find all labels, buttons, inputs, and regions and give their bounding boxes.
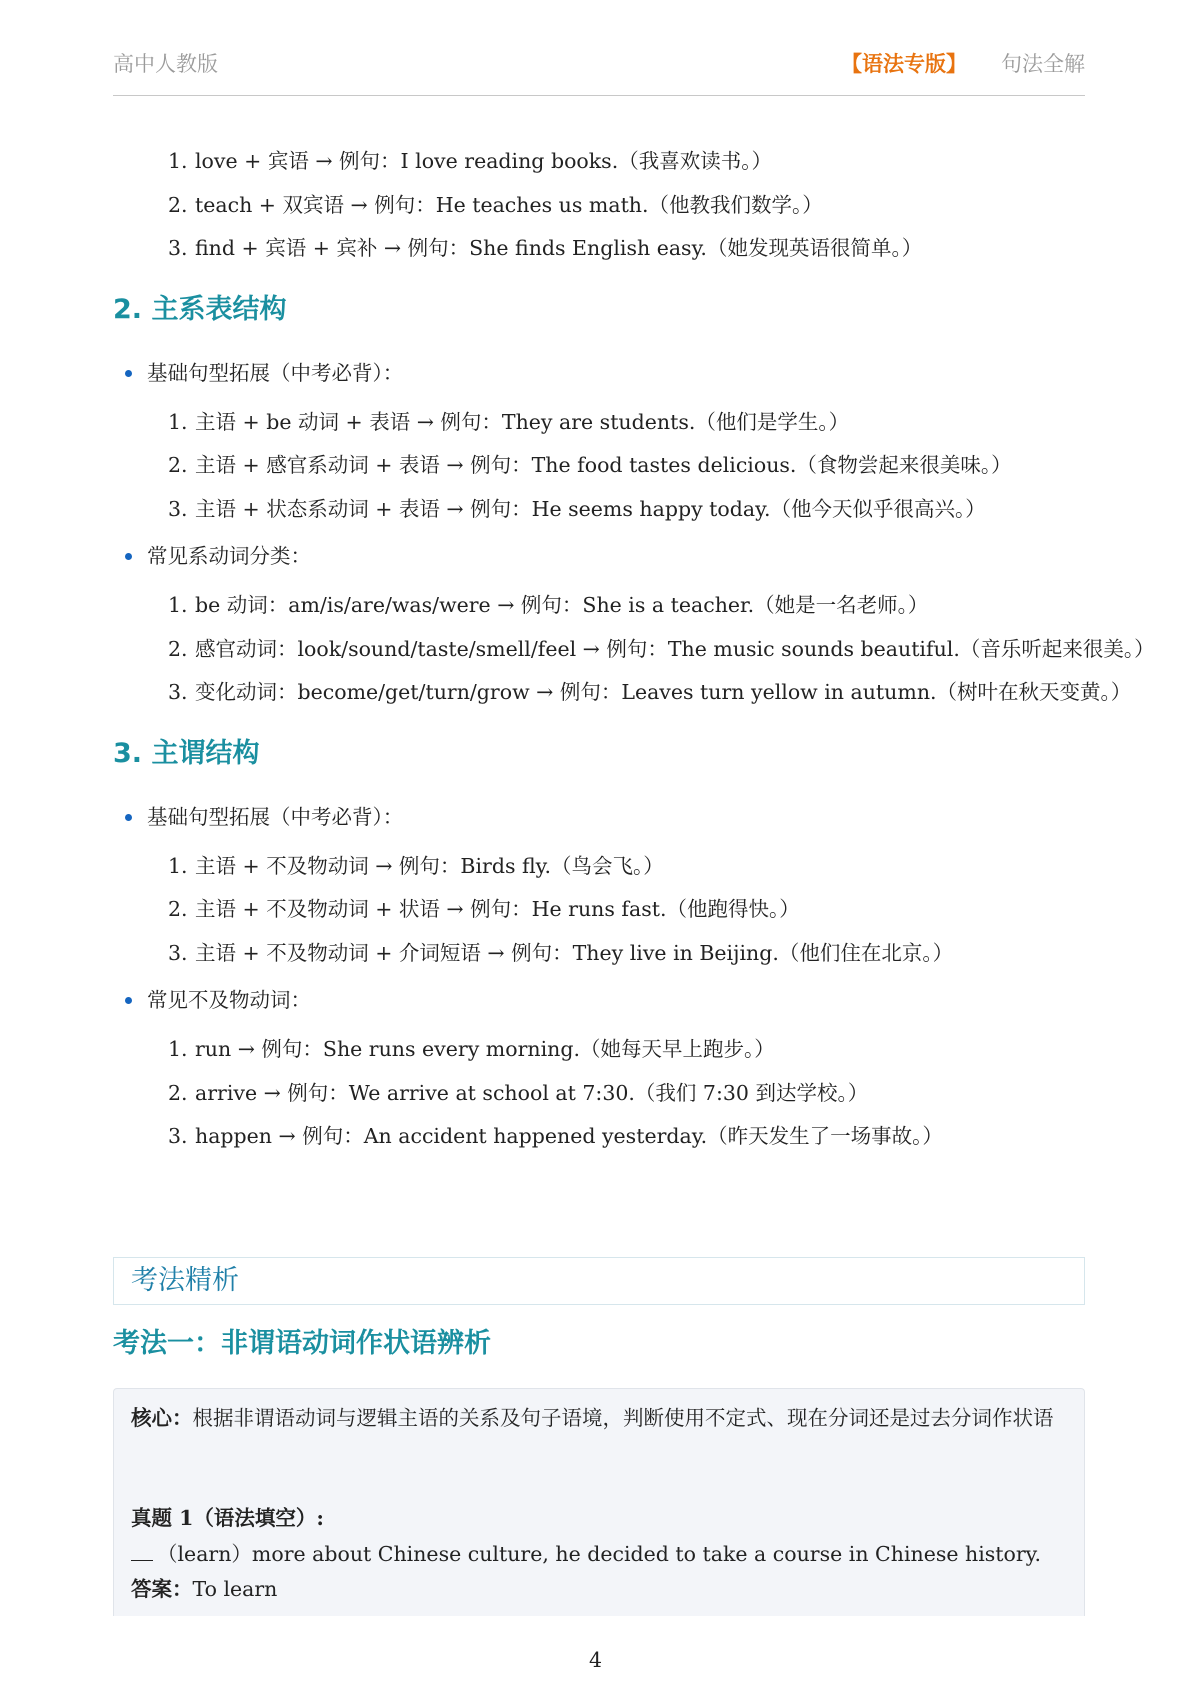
answer-line — [131, 1571, 277, 1607]
core-callout-box — [113, 1388, 1085, 1616]
list-item: 2. arrive → 例句：We arrive at school at 7:30.（我们 7:30 到达学校。） — [168, 1080, 869, 1105]
numbered-list — [113, 401, 1085, 532]
core-label: 核心： — [131, 1406, 193, 1430]
list-item: 3. happen → 例句：An accident happened yesterday.（昨天发生了一场事故。） — [168, 1124, 943, 1148]
kaofa-heading: 考法一：非谓语动词作状语辨析 — [113, 1328, 491, 1359]
answer-label: 答案： — [131, 1577, 193, 1601]
bullet-dot-icon — [125, 814, 132, 821]
list-item: 1. love + 宾语 → 例句：I love reading books.（我喜欢读书。） — [168, 149, 772, 173]
question-title: 真题 1（语法填空）: — [131, 1506, 324, 1530]
kaofa-section-box — [113, 1257, 1085, 1305]
list-item: 2. 感官动词：look/sound/taste/smell/feel → 例句：The music sounds beautiful.（音乐听起来很美。） — [168, 636, 1155, 661]
answer-blank — [131, 1540, 153, 1561]
list-item: 3. 主语 + 状态系动词 + 表语 → 例句：He seems happy today.（他今天似乎很高兴。） — [168, 496, 986, 521]
list-item: 1. run → 例句：She runs every morning.（她每天早上跑步。） — [168, 1037, 775, 1061]
list-item: 1. 主语 + 不及物动词 → 例句：Birds fly.（鸟会飞。） — [168, 853, 664, 878]
list-item: 2. 主语 + 感官系动词 + 表语 → 例句：The food tastes delicious.（食物尝起来很美味。） — [168, 453, 1012, 477]
numbered-list — [113, 845, 1085, 976]
page-number: 4 — [588, 1648, 603, 1672]
page-header — [113, 40, 1085, 96]
core-text: 根据非谓语动词与逻辑主语的关系及句子语境，判断使用不定式、现在分词还是过去分词作状语 — [192, 1406, 1054, 1430]
list-item: 2. 主语 + 不及物动词 + 状语 → 例句：He runs fast.（他跑得快。） — [168, 897, 800, 921]
numbered-list — [113, 1028, 1085, 1159]
bullet-item: 常见系动词分类： — [113, 534, 1085, 578]
question-text: （learn）more about Chinese culture, he decided to take a course in Chinese history. — [131, 1536, 1041, 1572]
kaofa-box-title: 考法精析 — [131, 1265, 239, 1296]
list-item: 1. be 动词：am/is/are/was/were → 例句：She is a teacher.（她是一名老师。） — [168, 593, 929, 617]
main-content — [113, 140, 1155, 1159]
list-item: 3. find + 宾语 + 宾补 → 例句：She finds English easy.（她发现英语很简单。） — [168, 236, 923, 260]
header-tag: 【语法专版】 — [841, 52, 967, 76]
bullet-dot-icon — [125, 370, 132, 377]
section-heading: 2. 主系表结构 — [113, 293, 287, 325]
core-description — [131, 1400, 1070, 1436]
list-item: 3. 主语 + 不及物动词 + 介词短语 → 例句：They live in Beijing.（他们住在北京。） — [168, 940, 954, 965]
bullet-item: 常见不及物动词： — [113, 978, 1085, 1022]
bullet-item: 基础句型拓展（中考必背）： — [113, 795, 1085, 839]
list-item: 2. teach + 双宾语 → 例句：He teaches us math.（他教我们数学。） — [168, 192, 823, 217]
bullet-dot-icon — [125, 997, 132, 1004]
bullet-dot-icon — [125, 553, 132, 560]
header-edition: 高中人教版 — [113, 52, 218, 76]
top-example-list — [113, 140, 1085, 271]
answer-text: To learn — [192, 1577, 278, 1601]
bullet-item: 基础句型拓展（中考必背）： — [113, 351, 1085, 395]
section-heading: 3. 主谓结构 — [113, 737, 260, 769]
list-item: 1. 主语 + be 动词 + 表语 → 例句：They are students.（他们是学生。） — [168, 409, 850, 434]
list-item: 3. 变化动词：become/get/turn/grow → 例句：Leaves turn yellow in autumn.（树叶在秋天变黄。） — [168, 680, 1132, 704]
numbered-list — [113, 584, 1155, 715]
header-chapter: 句法全解 — [1001, 52, 1085, 76]
